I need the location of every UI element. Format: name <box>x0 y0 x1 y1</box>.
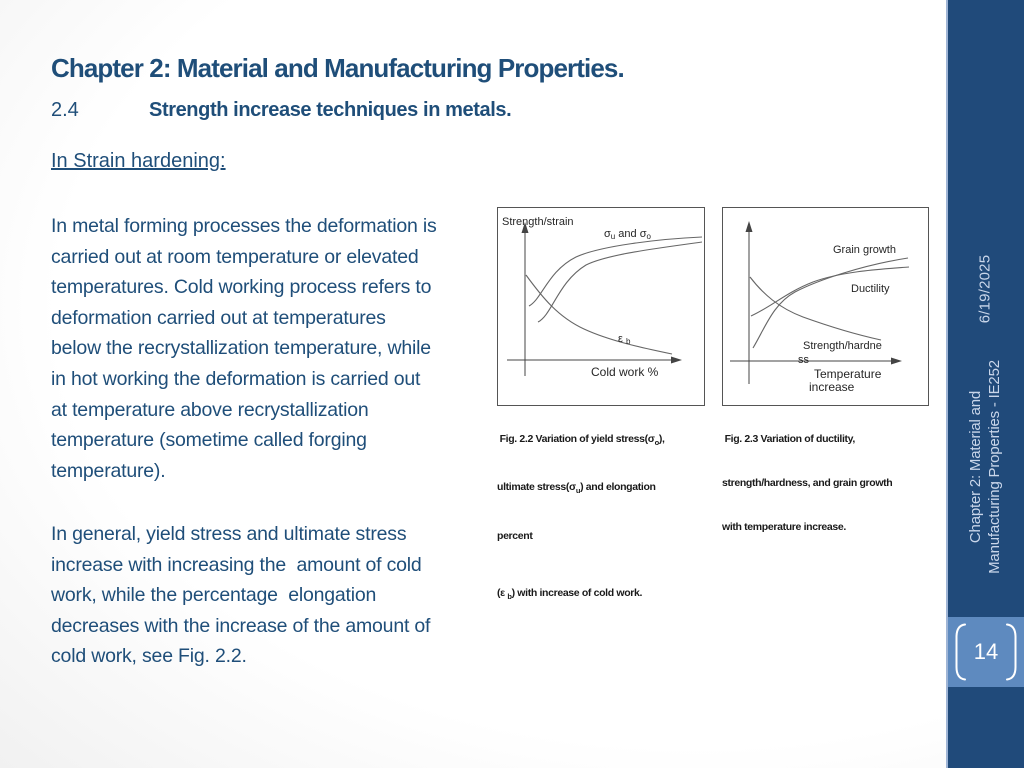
paragraph-yield-stress <box>51 519 521 672</box>
section-number: 2.4 <box>51 99 79 121</box>
body-line: temperature). <box>51 459 166 482</box>
fig22-curve-sigma-o <box>538 242 702 322</box>
body-line: below the recrystallization temperature, while <box>51 337 431 360</box>
page-number: 14 <box>973 639 999 664</box>
fig23-x-arrow-icon <box>891 358 902 365</box>
caption-line: Fig. 2.3 Variation of ductility, <box>722 432 855 445</box>
body-line: increase with increasing the amount of cold <box>51 553 422 576</box>
right-bracket-icon <box>1005 623 1018 681</box>
left-bracket-icon <box>954 623 967 681</box>
body-line: temperatures. Cold working process refers to <box>51 276 432 299</box>
fig22-sigma-curve-label: σu and σo <box>604 228 651 241</box>
fig22-y-axis-label: Strength/strain <box>502 216 574 228</box>
caption-line: ultimate $stress(\sigma_u)$ and elongation <box>497 481 656 496</box>
course-title-line1: Chapter 2: Material and <box>967 390 984 544</box>
fig22-chart <box>498 208 702 403</box>
body-line: In general, yield stress and ultimate stress <box>51 523 407 545</box>
fig22-curve-sigma-u <box>529 237 702 306</box>
fig23-y-arrow-icon <box>746 221 753 232</box>
fig23-ductility-label: Ductility <box>851 283 890 295</box>
body-line: deformation carried out at temperatures <box>51 306 386 329</box>
course-title-vertical <box>966 360 1004 574</box>
sidebar <box>946 0 1024 768</box>
fig23-strength-label-wrap: ss <box>798 354 809 366</box>
body-line: work, while the percentage elongation <box>51 584 377 607</box>
body-line: cold work, see Fig. 2.2. <box>51 645 247 668</box>
page-number-box <box>948 617 1024 687</box>
caption-line: percent <box>497 529 533 542</box>
body-line: in hot working the deformation is carried out <box>51 367 421 390</box>
fig22-x-axis-label: Cold work % <box>591 365 659 379</box>
caption-line: strength/hardness, and grain growth <box>722 476 893 489</box>
body-line: decreases with the increase of the amount of <box>51 614 431 637</box>
fig23-chart <box>723 208 926 403</box>
figure-2-3-caption <box>722 402 937 565</box>
caption-line: Fig. 2.2 Variation of yield $stress(\sigma_o)$, <box>497 432 665 447</box>
slide-title: Chapter 2: Material and Manufacturing Properties. <box>51 53 624 83</box>
paragraph-metal-forming <box>51 211 521 486</box>
figure-2-3 <box>722 207 929 406</box>
body-line: In metal forming processes the deformation is <box>51 215 437 237</box>
section-title: Strength increase techniques in metals. <box>149 99 512 121</box>
body-line: carried out at room temperature or elevated <box>51 245 419 268</box>
caption-line: (ε $_b$) with increase of cold work. <box>497 586 643 602</box>
body-line: temperature (sometime called forging <box>51 429 367 452</box>
fig23-x-axis-label-line2: increase <box>809 380 855 394</box>
fig22-epsilon-curve-label: ε b <box>618 333 631 346</box>
course-title-line2: Manufacturing Properties - IE252 <box>986 360 1003 574</box>
body-line: at temperature above recrystallization <box>51 398 369 421</box>
fig23-strength-label: Strength/hardne <box>803 340 882 352</box>
figure-2-2-caption <box>497 402 717 634</box>
figure-2-2 <box>497 207 705 406</box>
strain-hardening-heading: In Strain hardening: <box>51 150 226 172</box>
fig23-x-axis-label-line1: Temperature <box>814 367 882 381</box>
slide-date: 6/19/2025 <box>976 254 994 324</box>
caption-line: with temperature increase. <box>722 521 846 534</box>
fig22-curve-epsilon <box>526 275 672 354</box>
fig22-x-arrow-icon <box>671 357 682 364</box>
fig23-grain-growth-label: Grain growth <box>833 244 896 256</box>
